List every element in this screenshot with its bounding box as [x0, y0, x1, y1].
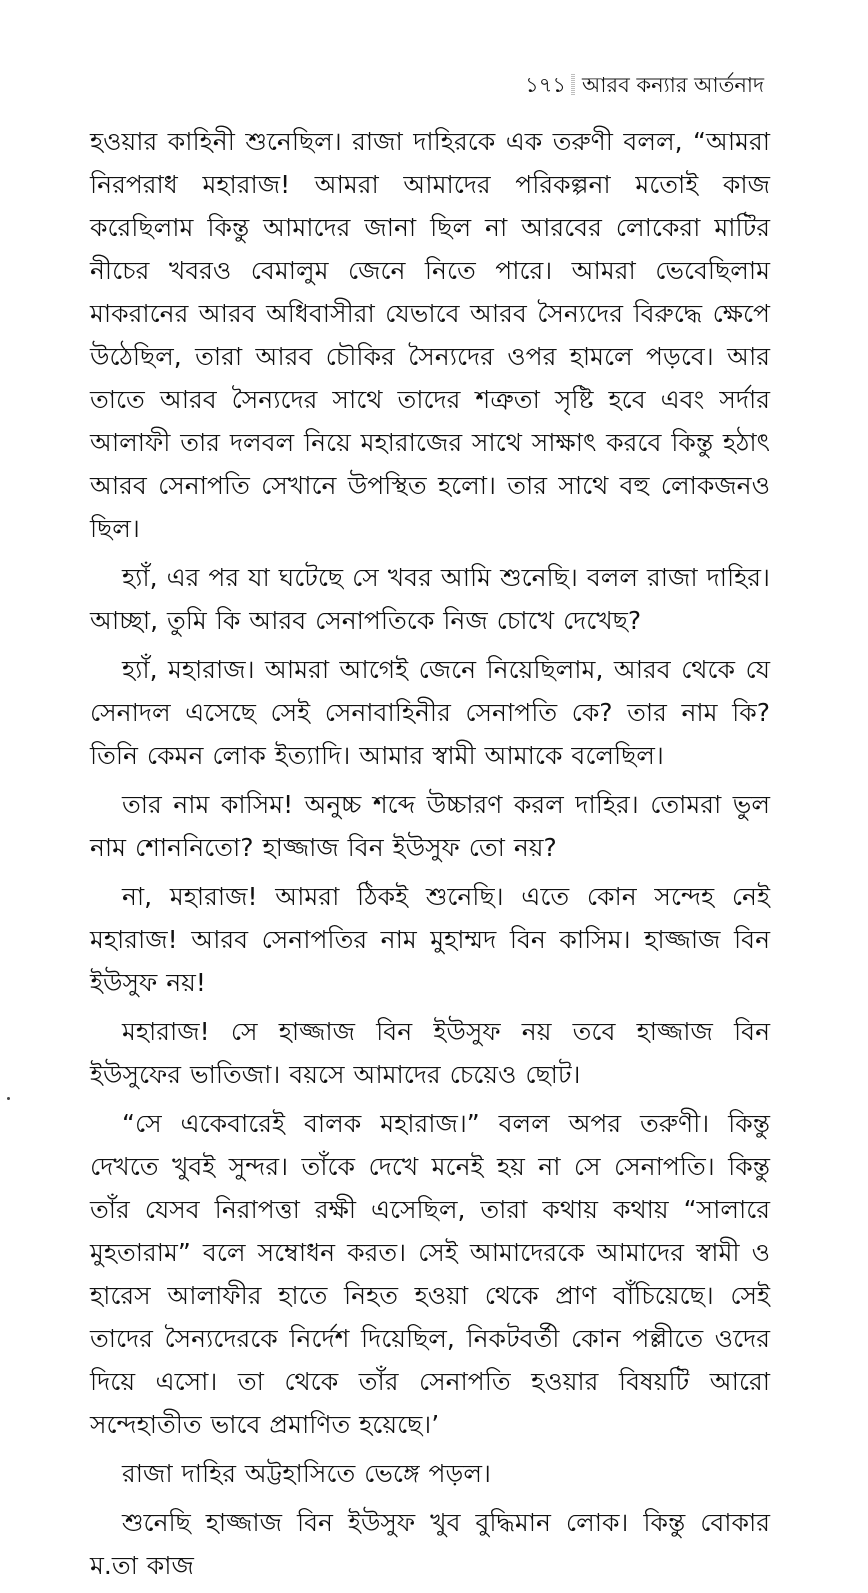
- page-number: ১৭১: [525, 73, 567, 97]
- running-header: [525, 72, 764, 98]
- paragraph: হ্যাঁ, এর পর যা ঘটেছে সে খবর আমি শুনেছি। বলল রাজা দাহির। আচ্ছা, তুমি কি আরব সেনাপতিকে নিজ চোখে দেখেছ?: [90, 563, 770, 635]
- paragraph: মহারাজ! সে হাজ্জাজ বিন ইউসুফ নয় তবে হাজ্জাজ বিন ইউসুফের ভাতিজা। বয়সে আমাদের চেয়েও ছোট।: [90, 1017, 770, 1089]
- scan-speck: [7, 1097, 10, 1100]
- paragraph: শুনেছি হাজ্জাজ বিন ইউসুফ খুব বুদ্ধিমান লোক। কিন্তু বোকার ম.তা কাজ: [90, 1508, 770, 1580]
- paragraph: না, মহারাজ! আমরা ঠিকই শুনেছি। এতে কোন সন্দেহ নেই মহারাজ! আরব সেনাপতির নাম মুহাম্মদ বিন কাসিম। হাজ্জাজ বিন ইউসুফ নয়!: [90, 882, 770, 997]
- paragraph: হ্যাঁ, মহারাজ। আমরা আগেই জেনে নিয়েছিলাম, আরব থেকে যে সেনাদল এসেছে সেই সেনাবাহিনীর সেনাপতি কে? তার নাম কি? তিনি কেমন লোক ইত্যাদি। আমার স্বামী আমাকে বলেছিল।: [90, 655, 770, 770]
- body-text: [90, 120, 770, 1593]
- header-divider: [571, 74, 575, 96]
- paragraph: রাজা দাহির অট্টহাসিতে ভেঙ্গে পড়ল।: [122, 1459, 491, 1488]
- book-title: আরব কন্যার আর্তনাদ: [582, 73, 764, 97]
- paragraph: তার নাম কাসিম! অনুচ্চ শব্দে উচ্চারণ করল দাহির। তোমরা ভুল নাম শোননিতো? হাজ্জাজ বিন ইউসুফ তো নয়?: [90, 790, 770, 862]
- paragraph: “সে একেবারেই বালক মহারাজ।” বলল অপর তরুণী। কিন্তু দেখতে খুবই সুন্দর। তাঁকে দেখে মনেই হয় না সে সেনাপতি। কিন্তু তাঁর যেসব নিরাপত্তা রক্ষী এসেছিল, তারা কথায় কথায় “সালারে মুহতারাম” বলে সম্বোধন করত। সেই আমাদেরকে আমাদের স্বামী ও হারেস আলাফীর হাতে নিহত হওয়া থেকে প্রাণ বাঁচিয়েছে। সেই তাদের সৈন্যদেরকে নির্দেশ দিয়েছিল, নিকটবর্তী কোন পল্লীতে ওদের দিয়ে এসো। তা থেকে তাঁর সেনাপতি হওয়ার বিষয়টি আরো সন্দেহাতীত ভাবে প্রমাণিত হয়েছে।’: [90, 1109, 770, 1439]
- paragraph: হওয়ার কাহিনী শুনেছিল। রাজা দাহিরকে এক তরুণী বলল, “আমরা নিরপরাধ মহারাজ! আমরা আমাদের পরিকল্পনা মতোই কাজ করেছিলাম কিন্তু আমাদের জানা ছিল না আরবের লোকেরা মাটির নীচের খবরও বেমালুম জেনে নিতে পারে। আমরা ভেবেছিলাম মাকরানের আরব অধিবাসীরা যেভাবে আরব সৈন্যদের বিরুদ্ধে ক্ষেপে উঠেছিল, তারা আরব চৌকির সৈন্যদের ওপর হামলে পড়বে। আর তাতে আরব সৈন্যদের সাথে তাদের শত্রুতা সৃষ্টি হবে এবং সর্দার আলাফী তার দলবল নিয়ে মহারাজের সাথে সাক্ষাৎ করবে কিন্তু হঠাৎ আরব সেনাপতি সেখানে উপস্থিত হলো। তার সাথে বহু লোকজনও ছিল।: [90, 127, 770, 543]
